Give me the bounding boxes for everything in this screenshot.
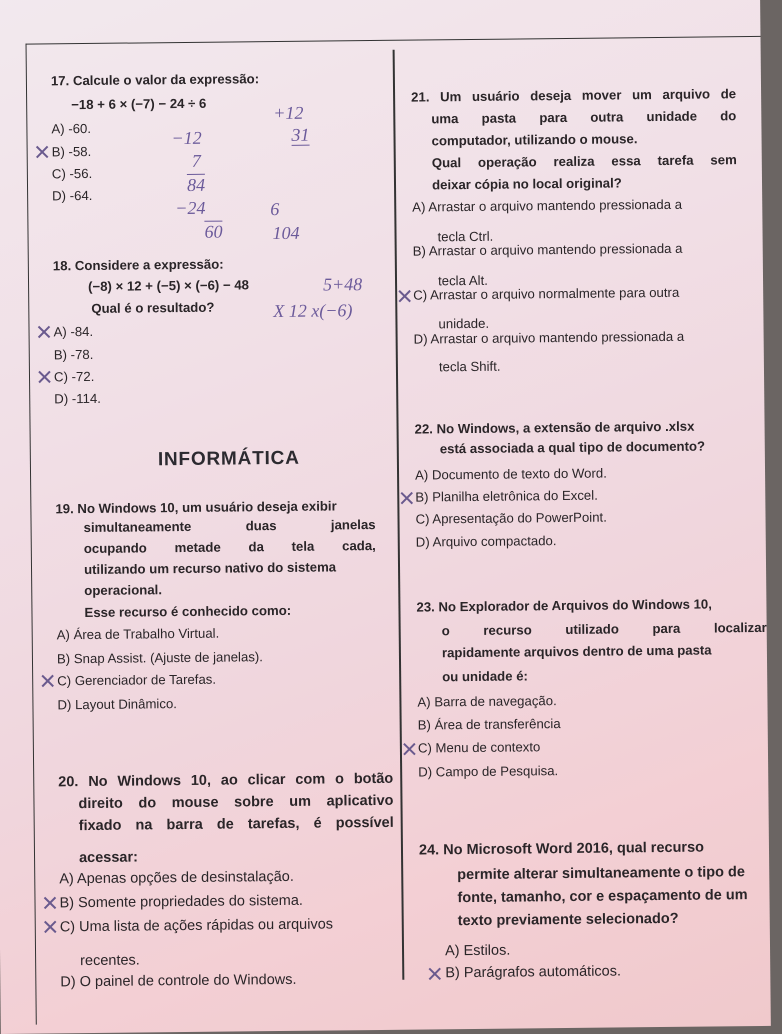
q24-line: permite alterar simultaneamente o tipo de <box>457 864 745 884</box>
handwritten-note: 60 <box>204 221 223 242</box>
q18-question: Qual é o resultado? <box>91 299 215 316</box>
q19-line: Esse recurso é conhecido como: <box>84 602 292 621</box>
q22-option-c: C) Apresentação do PowerPoint. <box>415 509 607 527</box>
q17-option-c: C) -56. <box>51 165 93 182</box>
section-heading: INFORMÁTICA <box>157 447 300 471</box>
q17-expression: −18 + 6 × (−7) − 24 ÷ 6 <box>71 95 207 113</box>
q24-line: 24. No Microsoft Word 2016, qual recurso <box>418 839 705 859</box>
q18-option-a: A) -84. <box>53 323 94 340</box>
answer-mark-icon <box>38 370 51 383</box>
q21-line: uma pasta para outra unidade do <box>431 108 737 127</box>
q23-line: ou unidade é: <box>442 668 528 685</box>
q23-option-d: D) Campo de Pesquisa. <box>418 763 559 780</box>
q18-expression: (−8) × 12 + (−5) × (−6) − 48 <box>87 277 250 294</box>
handwritten-note: +12 <box>273 102 304 124</box>
q21-line: 21. Um usuário deseja mover um arquivo de <box>411 86 737 105</box>
answer-mark-icon <box>398 290 411 303</box>
handwritten-note: 7 <box>191 150 201 171</box>
q20-line: fixado na barra de tarefas, é possível <box>78 814 394 835</box>
q20-option-b: B) Somente propriedades do sistema. <box>59 892 304 912</box>
q21-option-d: D) Arrastar o arquivo mantendo pressionada a <box>413 328 685 347</box>
q20-option-c-cont: recentes. <box>80 952 140 970</box>
q20-option-c: C) Uma lista de ações rápidas ou arquivos <box>59 916 334 936</box>
q21-option-d-cont: tecla Shift. <box>438 358 501 375</box>
q19-option-c: C) Gerenciador de Tarefas. <box>57 671 217 689</box>
handwritten-note: 84 <box>186 174 206 195</box>
q17-title: 17. Calcule o valor da expressão: <box>50 71 260 89</box>
q19-line: simultaneamente duas janelas <box>83 516 376 536</box>
q19-line: utilizando um recurso nativo do sistema <box>83 559 337 578</box>
q18-option-c: C) -72. <box>53 368 95 385</box>
q22-line: está associada a qual tipo de documento? <box>439 438 706 457</box>
q20-line: direito do mouse sobre um aplicativo <box>78 792 394 813</box>
q18-title: 18. Considere a expressão: <box>52 256 224 274</box>
q23-line: o recurso utilizado para localizar <box>441 619 767 639</box>
q19-option-d: D) Layout Dinâmico. <box>57 696 177 713</box>
q20-option-a: A) Apenas opções de desinstalação. <box>59 868 294 888</box>
answer-mark-icon <box>36 145 49 158</box>
q24-option-a: A) Estilos. <box>444 942 511 960</box>
answer-mark-icon <box>43 896 56 909</box>
handwritten-note: 5+48 <box>322 274 363 295</box>
q18-option-d: D) -114. <box>54 390 101 407</box>
handwritten-note: −24 <box>175 197 206 219</box>
handwritten-note: 31 <box>291 124 310 145</box>
q20-option-d: D) O painel de controle do Windows. <box>60 971 297 991</box>
q19-line: operacional. <box>84 582 163 599</box>
q21-option-c: C) Arrastar o arquivo normalmente para outra <box>413 284 680 303</box>
q23-option-b: B) Área de transferência <box>417 716 561 733</box>
q21-option-b-cont: tecla Alt. <box>437 272 488 289</box>
q19-line: ocupando metade da tela cada, <box>83 537 376 557</box>
answer-mark-icon <box>403 743 416 756</box>
q22-line: 22. No Windows, a extensão de arquivo .xlsx <box>414 418 695 437</box>
q19-line: 19. No Windows 10, um usuário deseja exibir <box>55 498 337 517</box>
q18-option-b: B) -78. <box>53 346 94 363</box>
q23-option-a: A) Barra de navegação. <box>417 693 557 710</box>
q21-line: deixar cópia no local original? <box>431 175 622 193</box>
q22-option-b: B) Planilha eletrônica do Excel. <box>415 487 598 505</box>
q21-line: computador, utilizando o mouse. <box>431 131 638 149</box>
answer-mark-icon <box>44 920 57 933</box>
handwritten-note: −12 <box>171 127 202 149</box>
handwritten-note: 104 <box>272 222 300 244</box>
q23-option-c: C) Menu de contexto <box>417 739 541 756</box>
answer-mark-icon <box>428 967 441 980</box>
q20-line: acessar: <box>78 849 138 867</box>
answer-mark-icon <box>37 325 50 338</box>
q24-option-b: B) Parágrafos automáticos. <box>445 963 622 982</box>
q23-line: rapidamente arquivos dentro de uma pasta <box>441 642 712 661</box>
answer-mark-icon <box>400 492 413 505</box>
handwritten-note: 6 <box>270 198 280 220</box>
q19-option-a: A) Área de Trabalho Virtual. <box>56 625 220 643</box>
q17-option-b: B) -58. <box>51 143 92 160</box>
q24-line: fonte, tamanho, cor e espaçamento de um <box>457 887 748 907</box>
handwritten-note: X 12 x(−6) <box>273 300 353 322</box>
q20-line: 20. No Windows 10, ao clicar com o botão <box>58 770 394 791</box>
q17-option-d: D) -64. <box>52 187 93 204</box>
q21-option-a-cont: tecla Ctrl. <box>437 228 494 245</box>
q17-option-a: A) -60. <box>51 120 92 137</box>
q22-option-d: D) Arquivo compactado. <box>415 533 557 550</box>
q23-line: 23. No Explorador de Arquivos do Windows 10, <box>416 596 712 615</box>
q24-line: texto previamente selecionado? <box>457 910 679 930</box>
q21-option-b: B) Arrastar o arquivo mantendo pressionada a <box>412 240 683 259</box>
q22-option-a: A) Documento de texto do Word. <box>414 465 607 483</box>
q19-option-b: B) Snap Assist. (Ajuste de janelas). <box>56 649 264 667</box>
answer-mark-icon <box>41 674 54 687</box>
q21-option-a: A) Arrastar o arquivo mantendo pressionada a <box>412 196 683 215</box>
q21-line: Qual operação realiza essa tarefa sem <box>431 152 737 171</box>
q21-option-c-cont: unidade. <box>438 315 490 332</box>
